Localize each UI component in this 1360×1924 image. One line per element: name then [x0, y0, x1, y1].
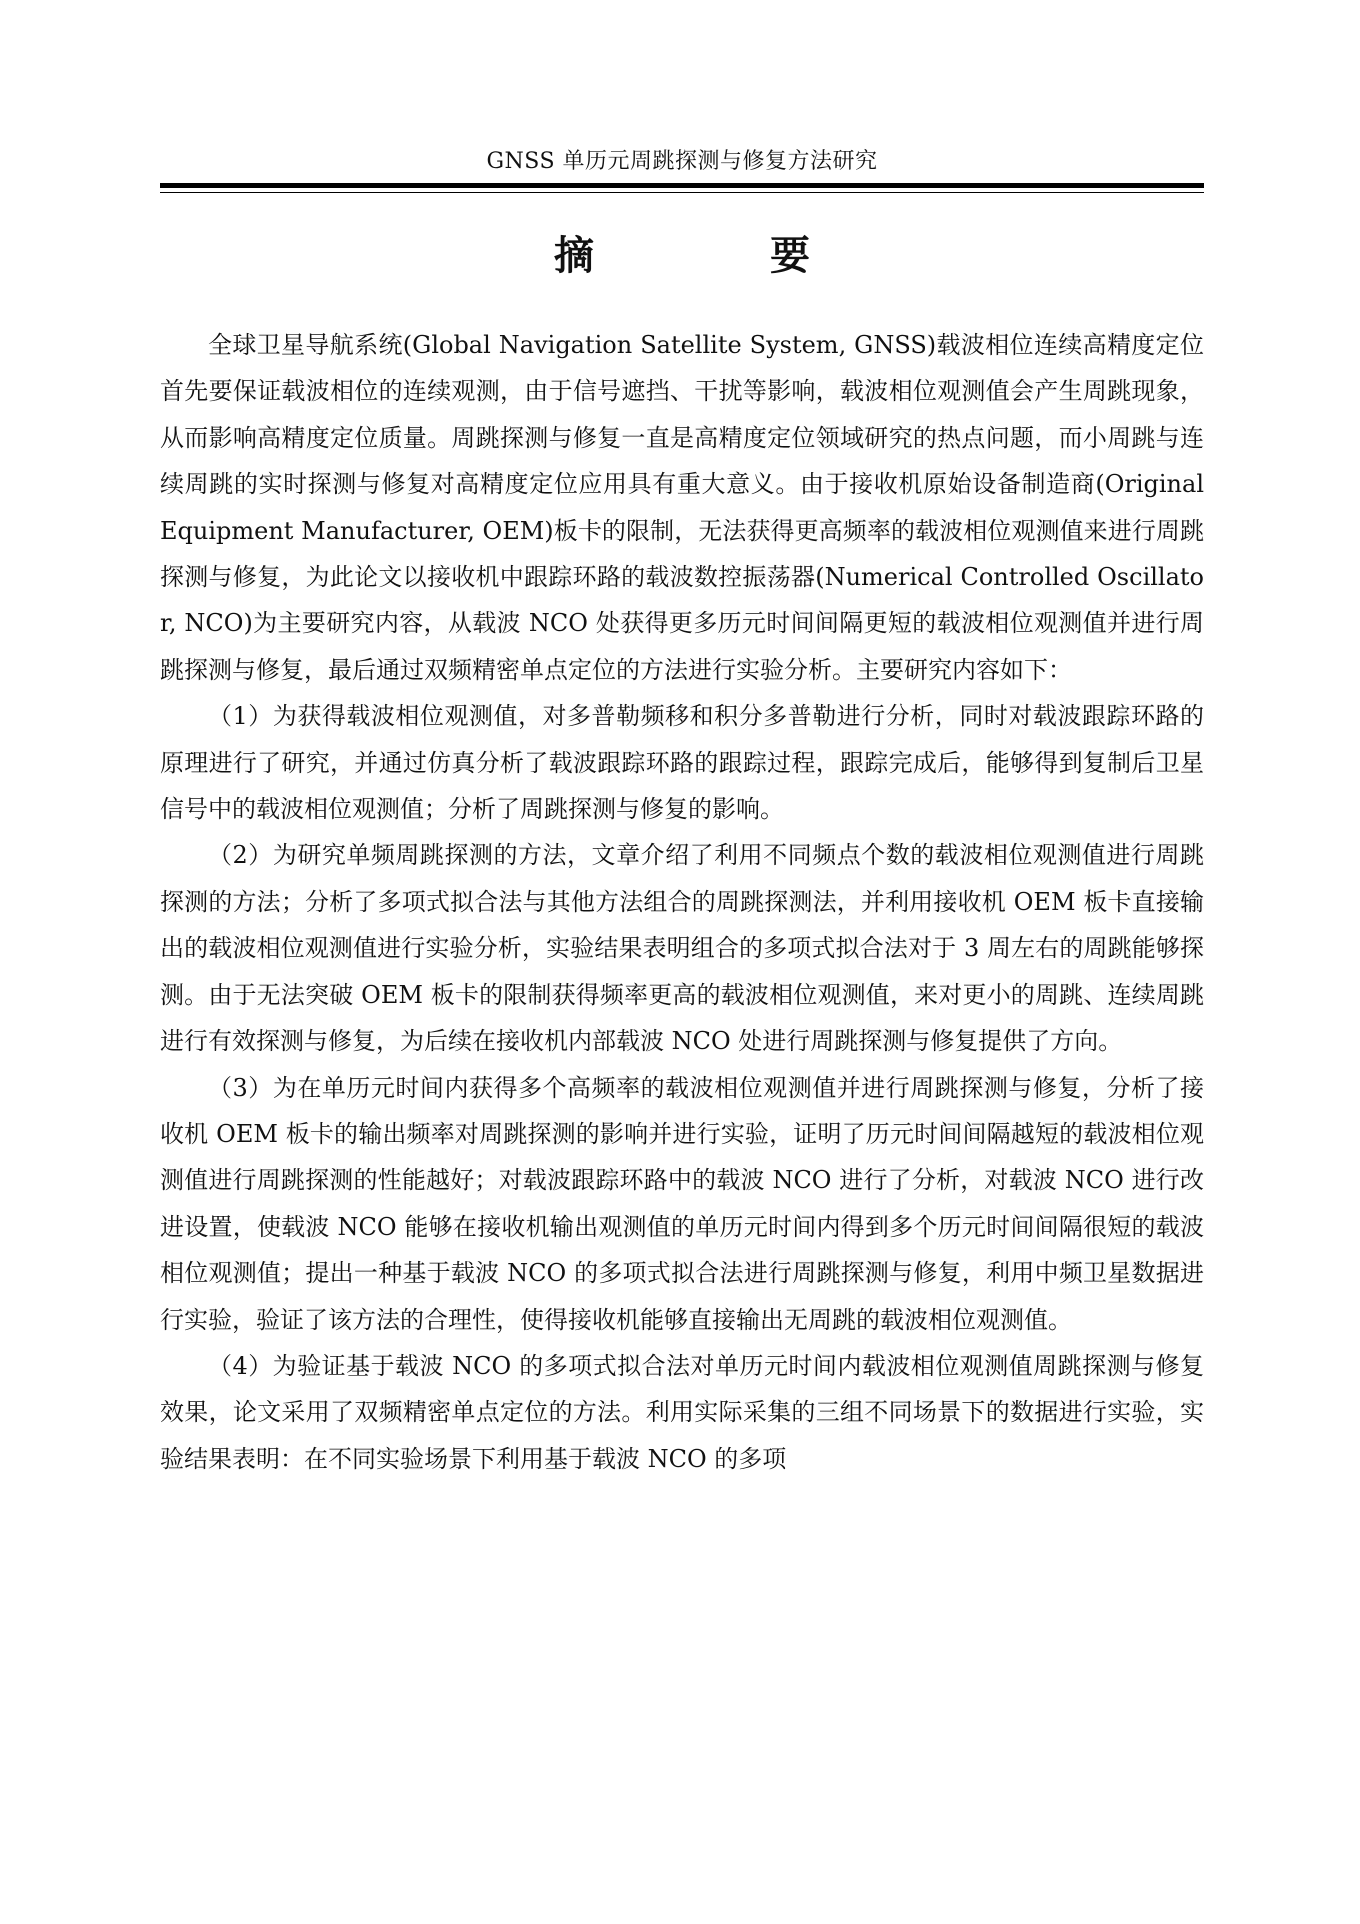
running-header: GNSS 单历元周跳探测与修复方法研究 — [486, 149, 878, 174]
abstract-paragraph-item-4: （4）为验证基于载波 NCO 的多项式拟合法对单历元时间内载波相位观测值周跳探测与修复效果，论文采用了双频精密单点定位的方法。利用实际采集的三组不同场景下的数据进行实验，实验结果表明：在不同实验场景下利用基于载波 NCO 的多项 — [160, 1351, 1204, 1473]
abstract-title: 摘 要 — [554, 233, 878, 279]
abstract-paragraph-intro: 全球卫星导航系统(Global Navigation Satellite System, GNSS)载波相位连续高精度定位首先要保证载波相位的连续观测，由于信号遮挡、干扰等影响，载波相位观测值会产生周跳现象，从而影响高精度定位质量。周跳探测与修复一直是高精度定位领域研究的热点问题，而小周跳与连续周跳的实时探测与修复对高精度定位应用具有重大意义。由于接收机原始设备制造商(Original Equipment Manufacturer, OEM)板卡的限制，无法获得更高频率的载波相位观测值来进行周跳探测与修复，为此论文以接收机中跟踪环路的载波数控振荡器(Numerical Controlled Oscillator, NCO)为主要研究内容，从载波 NCO 处获得更多历元时间间隔更短的载波相位观测值并进行周跳探测与修复，最后通过双频精密单点定位的方法进行实验分析。主要研究内容如下： — [160, 331, 1204, 684]
abstract-paragraph-item-1: （1）为获得载波相位观测值，对多普勒频移和积分多普勒进行分析，同时对载波跟踪环路的原理进行了研究，并通过仿真分析了载波跟踪环路的跟踪过程，跟踪完成后，能够得到复制后卫星信号中的载波相位观测值；分析了周跳探测与修复的影响。 — [160, 702, 1204, 824]
header-rule-thin — [160, 192, 1204, 193]
abstract-body — [160, 322, 1204, 1482]
header-rule-thick — [160, 183, 1204, 188]
abstract-paragraph-item-2: （2）为研究单频周跳探测的方法，文章介绍了利用不同频点个数的载波相位观测值进行周跳探测的方法；分析了多项式拟合法与其他方法组合的周跳探测法，并利用接收机 OEM 板卡直接输出的载波相位观测值进行实验分析，实验结果表明组合的多项式拟合法对于 3 周左右的周跳能够探测。由于无法突破 OEM 板卡的限制获得频率更高的载波相位观测值，来对更小的周跳、连续周跳进行有效探测与修复，为后续在接收机内部载波 NCO 处进行周跳探测与修复提供了方向。 — [160, 841, 1204, 1056]
abstract-paragraph-item-3: （3）为在单历元时间内获得多个高频率的载波相位观测值并进行周跳探测与修复，分析了接收机 OEM 板卡的输出频率对周跳探测的影响并进行实验，证明了历元时间间隔越短的载波相位观测值进行周跳探测的性能越好；对载波跟踪环路中的载波 NCO 进行了分析，对载波 NCO 进行改进设置，使载波 NCO 能够在接收机输出观测值的单历元时间内得到多个历元时间间隔很短的载波相位观测值；提出一种基于载波 NCO 的多项式拟合法进行周跳探测与修复，利用中频卫星数据进行实验，验证了该方法的合理性，使得接收机能够直接输出无周跳的载波相位观测值。 — [160, 1073, 1204, 1334]
